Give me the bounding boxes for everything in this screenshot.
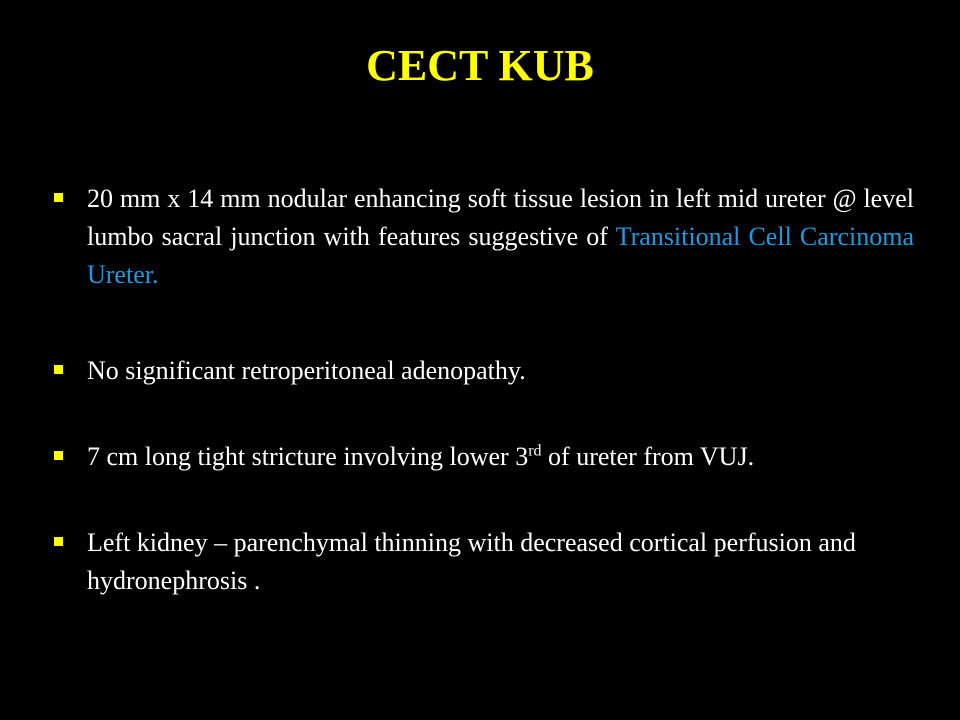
bullet-item-stricture — [54, 438, 914, 476]
slide-title: CECT KUB — [366, 41, 594, 90]
bullet-text: Left kidney – parenchymal thinning with decreased cortical perfusion and hydronephrosis . — [87, 528, 856, 595]
bullet-text: 7 cm long tight stricture involving lower 3 — [87, 442, 529, 471]
square-bullet-icon — [54, 193, 63, 202]
bullet-text: 20 mm x 14 mm nodular enhancing soft tissue lesion in left mid ureter @ level lumbo sacral junction with features suggestive of — [87, 184, 914, 251]
bullet-item-kidney — [54, 524, 914, 600]
ordinal-superscript: rd — [528, 442, 542, 460]
bullet-text: No significant retroperitoneal adenopathy. — [87, 356, 526, 385]
square-bullet-icon — [54, 537, 63, 546]
bullet-list — [54, 180, 914, 600]
square-bullet-icon — [54, 365, 63, 374]
square-bullet-icon — [54, 451, 63, 460]
bullet-item-lesion — [54, 180, 914, 294]
bullet-item-adenopathy — [54, 352, 914, 390]
bullet-text-continued: of ureter from VUJ. — [541, 442, 755, 471]
diagnosis-highlight: Transitional Cell Carcinoma Ureter. — [87, 222, 914, 289]
